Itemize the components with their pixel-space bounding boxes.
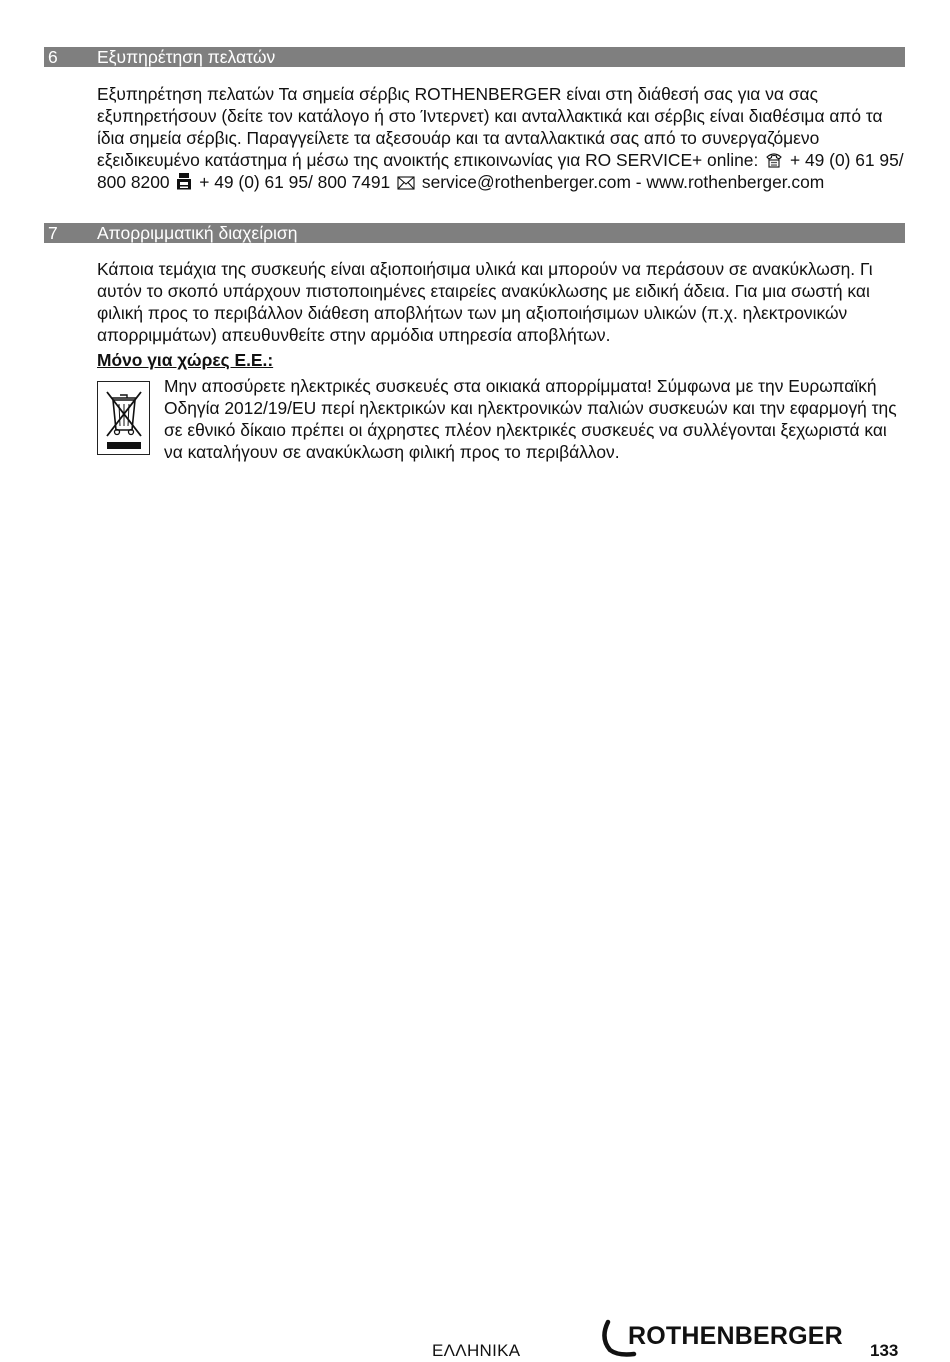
weee-bin-icon — [97, 381, 150, 455]
footer-language: ΕΛΛΗΝΙΚΑ — [432, 1341, 521, 1360]
fax-number: + 49 (0) 61 95/ 800 7491 — [199, 172, 391, 192]
fax-icon — [176, 172, 192, 190]
website-link[interactable]: www.rothenberger.com — [646, 172, 825, 192]
section-title: Εξυπηρέτηση πελατών — [97, 47, 276, 67]
section-title: Απορριμματική διαχείριση — [97, 223, 298, 243]
email-icon — [397, 176, 415, 190]
page-number: 133 — [870, 1341, 899, 1360]
eu-disposal-paragraph: Μην αποσύρετε ηλεκτρικές συσκευές στα οικιακά απορρίμματα! Σύμφωνα με την Ευρωπαϊκή Οδηγία 2012/19/EU περί ηλεκτρικών και ηλεκτρονικών παλιών συσκευών και την εφαρμογή της σε εθνικό δίκαιο πρέπει οι άχρηστες πλέον ηλεκτρικές συσκευές να συλλέγονται ξεχωριστά και να καταλήγουν σε ανακύκλωση φιλική προς το περιβάλλον. — [164, 376, 897, 462]
phone-number: + 49 (0) 61 95/ 800 8200 — [97, 150, 904, 192]
logo-text: ROTHENBERGER — [628, 1322, 843, 1350]
eu-only-heading: Μόνο για χώρες Ε.Ε.: — [97, 350, 274, 370]
section-number: 7 — [48, 223, 58, 243]
rothenberger-logo — [598, 1318, 854, 1358]
section-6-header — [44, 47, 905, 67]
section-number: 6 — [48, 47, 58, 67]
email-link[interactable]: service@rothenberger.com - — [421, 172, 642, 192]
phone-icon — [765, 152, 783, 168]
customer-service-paragraph — [97, 83, 905, 193]
customer-service-text: Εξυπηρέτηση πελατών Τα σημεία σέρβις ROTHENBERGER είναι στη διάθεσή σας για να σας εξυπηρετήσουν (δείτε τον κατάλογο ή στο Ίντερνετ) και ανταλλακτικά και σέρβις είναι διαθέσιμα από τα ίδια σημεία σέρβις. Παραγγείλετε τα αξεσουάρ και τα ανταλλακτικά σας από το συνεργαζόμενο εξειδικευμένο κατάστημα ή μέσω της ανοικτής επικοινωνίας για RO SERVICE+ online: — [97, 84, 883, 170]
disposal-paragraph: Κάποια τεμάχια της συσκευής είναι αξιοποιήσιμα υλικά και μπορούν να περάσουν σε ανακύκλωση. Γι αυτόν το σκοπό υπάρχουν πιστοποιημένες εταιρείες ανακύκλωσης με ειδική άδεια. Για μια σωστή και φιλική προς το περιβάλλον διάθεση αποβλήτων των μη αξιοποιήσιμων υλικών (π.χ. ηλεκτρονικών απορριμμάτων) απευθυνθείτε στην αρμόδια υπηρεσία αποβλήτων. — [97, 259, 873, 345]
section-7-header — [44, 223, 905, 243]
